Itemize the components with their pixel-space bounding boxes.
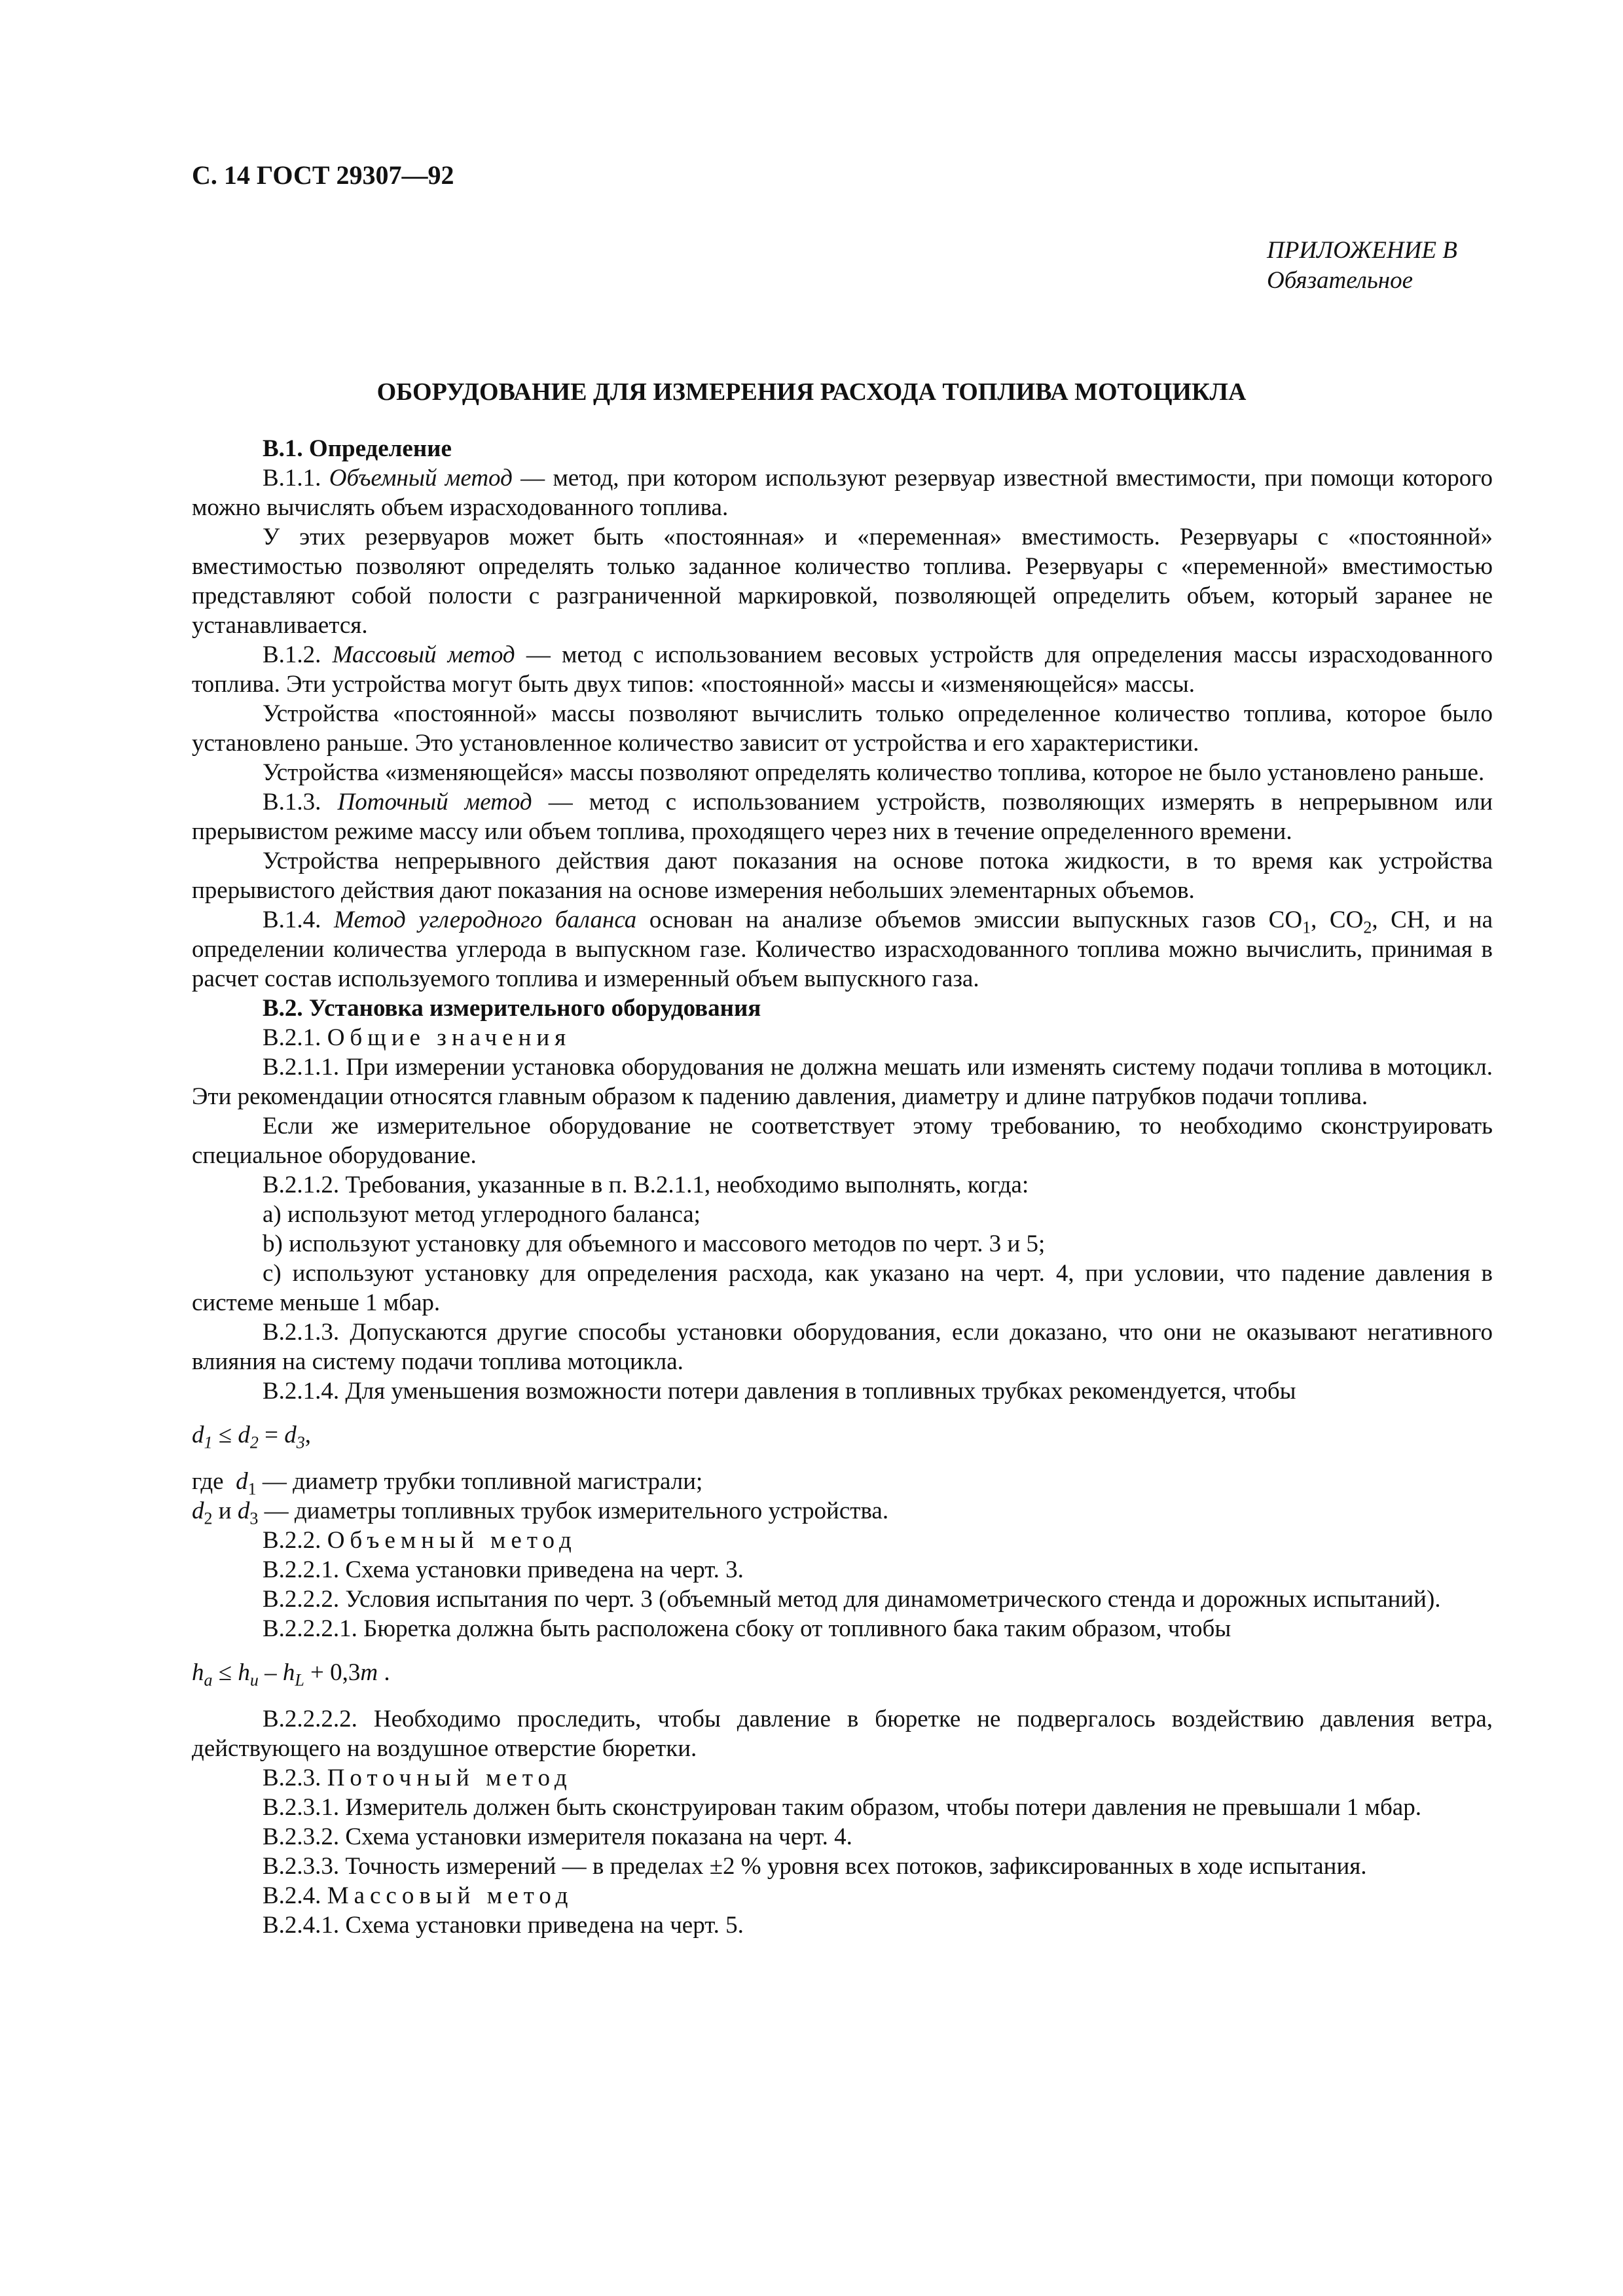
paragraph-b241: В.2.4.1. Схема установки приведена на черт. 5. xyxy=(263,1912,744,1939)
paragraph-b12-cont1: Устройства «постоянной» массы позволяют вычислить только определенное количество топлива, которое было установлено раньше. Это установленное количество зависит от устройства и его характеристики. xyxy=(192,700,1493,757)
subsection-title: Объемный метод xyxy=(327,1527,577,1554)
subsection-b23: В.2.3. Поточный метод xyxy=(263,1765,572,1791)
term: Массовый метод xyxy=(332,641,515,668)
appendix-label: ПРИЛОЖЕНИЕ В xyxy=(1267,237,1457,264)
paragraph-b14: В.1.4. Метод углеродного баланса основан на анализе объемов эмиссии выпускных газов $СО_1$, $СО_2$, СН, и на определении количества углерода в выпускном газе. Количество израсходованного топлива можно вычислить, принимая в расчет состав используемого топлива и измеренный объем выпускного газа. xyxy=(192,906,1493,992)
document-title: ОБОРУДОВАНИЕ ДЛЯ ИЗМЕРЕНИЯ РАСХОДА ТОПЛИВА МОТОЦИКЛА xyxy=(376,378,1247,406)
formula-height: $h_a \le h_u - h_L + 0,3m$ . xyxy=(192,1659,390,1690)
where-line-2: $d_2$ и $d_3$ — диаметры топливных трубок измерительного устройства. xyxy=(192,1498,889,1528)
paragraph-number: В.1.1. xyxy=(263,465,321,492)
paragraph-b231: В.2.3.1. Измеритель должен быть сконструирован таким образом, чтобы потери давления не превышали 1 мбар. xyxy=(263,1794,1421,1821)
subsection-b21: В.2.1. Общие значения xyxy=(263,1024,572,1051)
paragraph-b232: В.2.3.2. Схема установки измерителя показана на черт. 4. xyxy=(263,1823,852,1850)
paragraph-b11-cont: У этих резервуаров может быть «постоянная» и «переменная» вместимость. Резервуары с «постоянной» вместимостью позволяют определять только заданное количество топлива. Резервуары с «переменной» вместимостью представляют собой полости с разграниченной маркировкой, позволяющей определить объем, который заранее не устанавливается. xyxy=(192,524,1493,639)
paragraph-b222: В.2.2.2. Условия испытания по черт. 3 (объемный метод для динамометрического стенда и дорожных испытаний). xyxy=(263,1586,1441,1613)
section-heading-b2: В.2. Установка измерительного оборудования xyxy=(263,995,761,1022)
paragraph-number: В.1.2. xyxy=(263,641,321,668)
paragraph-b11 xyxy=(192,463,1493,522)
document-body xyxy=(192,434,1493,1940)
page-header: С. 14 ГОСТ 29307—92 xyxy=(192,160,454,190)
list-item-b: b) используют установку для объемного и массового методов по черт. 3 и 5; xyxy=(263,1230,1046,1257)
paragraph-b233: В.2.3.3. Точность измерений — в пределах ±2 % уровня всех потоков, зафиксированных в ходе испытания. xyxy=(263,1853,1367,1880)
subsection-b22: В.2.2. Объемный метод xyxy=(263,1527,577,1554)
formula-diameters: $d_1 \le d_2 = d_3$, xyxy=(192,1422,311,1452)
paragraph-b214: В.2.1.4. Для уменьшения возможности потери давления в топливных трубках рекомендуется, чтобы xyxy=(263,1378,1296,1405)
paragraph-number: В.1.3. xyxy=(263,789,321,816)
paragraph-b221: В.2.2.1. Схема установки приведена на черт. 3. xyxy=(263,1556,744,1583)
subsection-title: Поточный метод xyxy=(327,1765,572,1791)
appendix-status: Обязательное xyxy=(1267,267,1413,294)
where-line-1: где $d_1$ — диаметр трубки топливной магистрали; xyxy=(192,1468,703,1499)
paragraph-b13 xyxy=(192,787,1493,846)
paragraph-b12-cont2: Устройства «изменяющейся» массы позволяют определять количество топлива, которое не было установлено раньше. xyxy=(263,759,1485,786)
term: Объемный метод xyxy=(329,465,513,492)
subsection-title: Массовый метод xyxy=(327,1882,574,1909)
paragraph-b12 xyxy=(192,640,1493,699)
list-item-c: с) используют установку для определения расхода, как указано на черт. 4, при условии, что падение давления в системе меньше 1 мбар. xyxy=(192,1260,1493,1316)
term: Метод углеродного баланса xyxy=(334,906,637,933)
list-item-a: а) используют метод углеродного баланса; xyxy=(263,1201,701,1228)
paragraph-b211-cont: Если же измерительное оборудование не соответствует этому требованию, то необходимо сконструировать специальное оборудование. xyxy=(192,1113,1493,1169)
subsection-b24: В.2.4. Массовый метод xyxy=(263,1882,574,1909)
paragraph-b13-cont: Устройства непрерывного действия дают показания на основе потока жидкости, в то время как устройства прерывистого действия дают показания на основе измерения небольших элементарных объемов. xyxy=(192,848,1493,904)
paragraph-b213: В.2.1.3. Допускаются другие способы установки оборудования, если доказано, что они не оказывают негативного влияния на систему подачи топлива мотоцикла. xyxy=(192,1319,1493,1375)
paragraph-b2222: В.2.2.2.2. Необходимо проследить, чтобы давление в бюретке не подвергалось воздействию давления ветра, действующего на воздушное отверстие бюретки. xyxy=(192,1706,1493,1762)
section-heading-b1: В.1. Определение xyxy=(263,435,452,462)
term: Поточный метод xyxy=(337,789,532,816)
paragraph-text: — метод с использованием весовых устройств для определения массы израсходованного топлива. Эти устройства могут быть двух типов: «постоянной» массы и «изменяющейся» массы. xyxy=(192,641,1493,698)
paragraph-text: — метод с использованием устройств, позволяющих измерять в непрерывном или прерывистом режиме массу или объем топлива, проходящего через них в течение определенного времени. xyxy=(192,789,1493,845)
appendix-label-block xyxy=(1267,236,1457,296)
subsection-title: Общие значения xyxy=(327,1024,572,1051)
paragraph-b211: В.2.1.1. При измерении установка оборудования не должна мешать или изменять систему подачи топлива в мотоцикл. Эти рекомендации относятся главным образом к падению давления, диаметру и длине патрубков подачи топлива. xyxy=(192,1054,1493,1110)
paragraph-b2221: В.2.2.2.1. Бюретка должна быть расположена сбоку от топливного бака таким образом, чтобы xyxy=(263,1615,1231,1642)
paragraph-b212: В.2.1.2. Требования, указанные в п. В.2.1.1, необходимо выполнять, когда: xyxy=(263,1172,1029,1198)
paragraph-number: В.1.4. xyxy=(263,906,321,933)
paragraph-text: — метод, при котором используют резервуар известной вместимости, при помощи которого можно вычислять объем израсходованного топлива. xyxy=(192,465,1493,521)
